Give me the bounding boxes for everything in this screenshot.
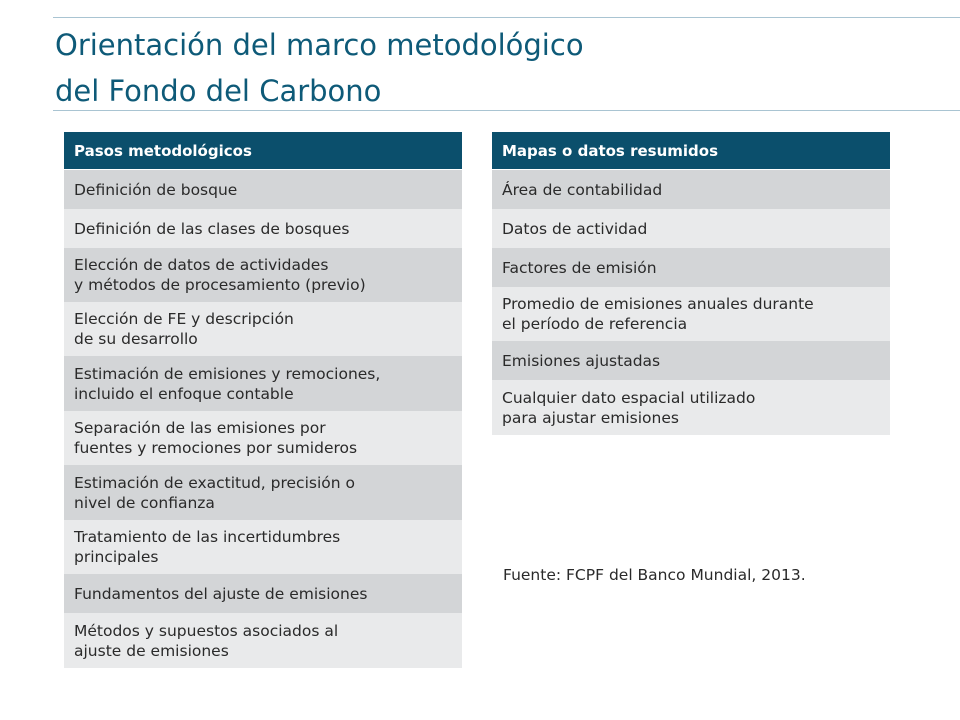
source-note: Fuente: FCPF del Banco Mundial, 2013. [503, 566, 806, 584]
row-text: Área de contabilidad [502, 180, 663, 199]
row-text: Elección de FE y descripción [74, 310, 294, 328]
row-text: de su desarrollo [74, 330, 198, 348]
row-text: Definición de bosque [74, 180, 238, 199]
row-text: incluido el enfoque contable [74, 384, 294, 403]
table-row [64, 411, 462, 465]
table-header: Pasos metodológicos [64, 132, 462, 170]
row-text: y métodos de procesamiento (previo) [74, 276, 366, 294]
table-row [64, 574, 462, 613]
table-row [64, 209, 462, 248]
summary-data-table [492, 132, 890, 435]
row-text: Estimación de exactitud, precisión o [74, 473, 355, 492]
row-text: Tratamiento de las incertidumbres [74, 528, 341, 546]
top-rule [53, 17, 960, 18]
table-row [492, 248, 890, 287]
row-text: Factores de emisión [502, 258, 657, 277]
table-row [64, 356, 462, 411]
row-text: Elección de datos de actividades [74, 256, 329, 274]
row-text: Métodos y supuestos asociados al [74, 621, 339, 640]
table-row [492, 380, 890, 435]
table-row [492, 341, 890, 380]
table-header: Mapas o datos resumidos [492, 132, 890, 170]
table-row [64, 520, 462, 574]
table-row [64, 170, 462, 209]
table-row [64, 302, 462, 356]
row-text: fuentes y remociones por sumideros [74, 439, 358, 457]
row-text: Separación de las emisiones por [74, 419, 326, 437]
table-row [492, 209, 890, 248]
table-row [64, 248, 462, 302]
row-text: para ajustar emisiones [502, 408, 679, 427]
row-text: Datos de actividad [502, 219, 648, 238]
title-bottom-rule [53, 110, 960, 111]
row-text: Promedio de emisiones anuales durante [502, 295, 814, 313]
title-line-1: Orientación del marco metodológico [55, 28, 584, 62]
title-line-2: del Fondo del Carbono [55, 74, 382, 108]
row-text: Fundamentos del ajuste de emisiones [74, 584, 368, 603]
table-row [492, 170, 890, 209]
page-title [55, 22, 935, 114]
row-text: Emisiones ajustadas [502, 351, 661, 370]
row-text: Estimación de emisiones y remociones, [74, 364, 381, 383]
table-row [492, 287, 890, 341]
row-text: ajuste de emisiones [74, 641, 229, 660]
row-text: principales [74, 548, 159, 566]
row-text: el período de referencia [502, 315, 688, 333]
row-text: nivel de confianza [74, 493, 215, 512]
methodological-steps-table [64, 132, 462, 668]
row-text: Cualquier dato espacial utilizado [502, 388, 756, 407]
table-row [64, 613, 462, 668]
row-text: Definición de las clases de bosques [74, 219, 350, 238]
table-row [64, 465, 462, 520]
